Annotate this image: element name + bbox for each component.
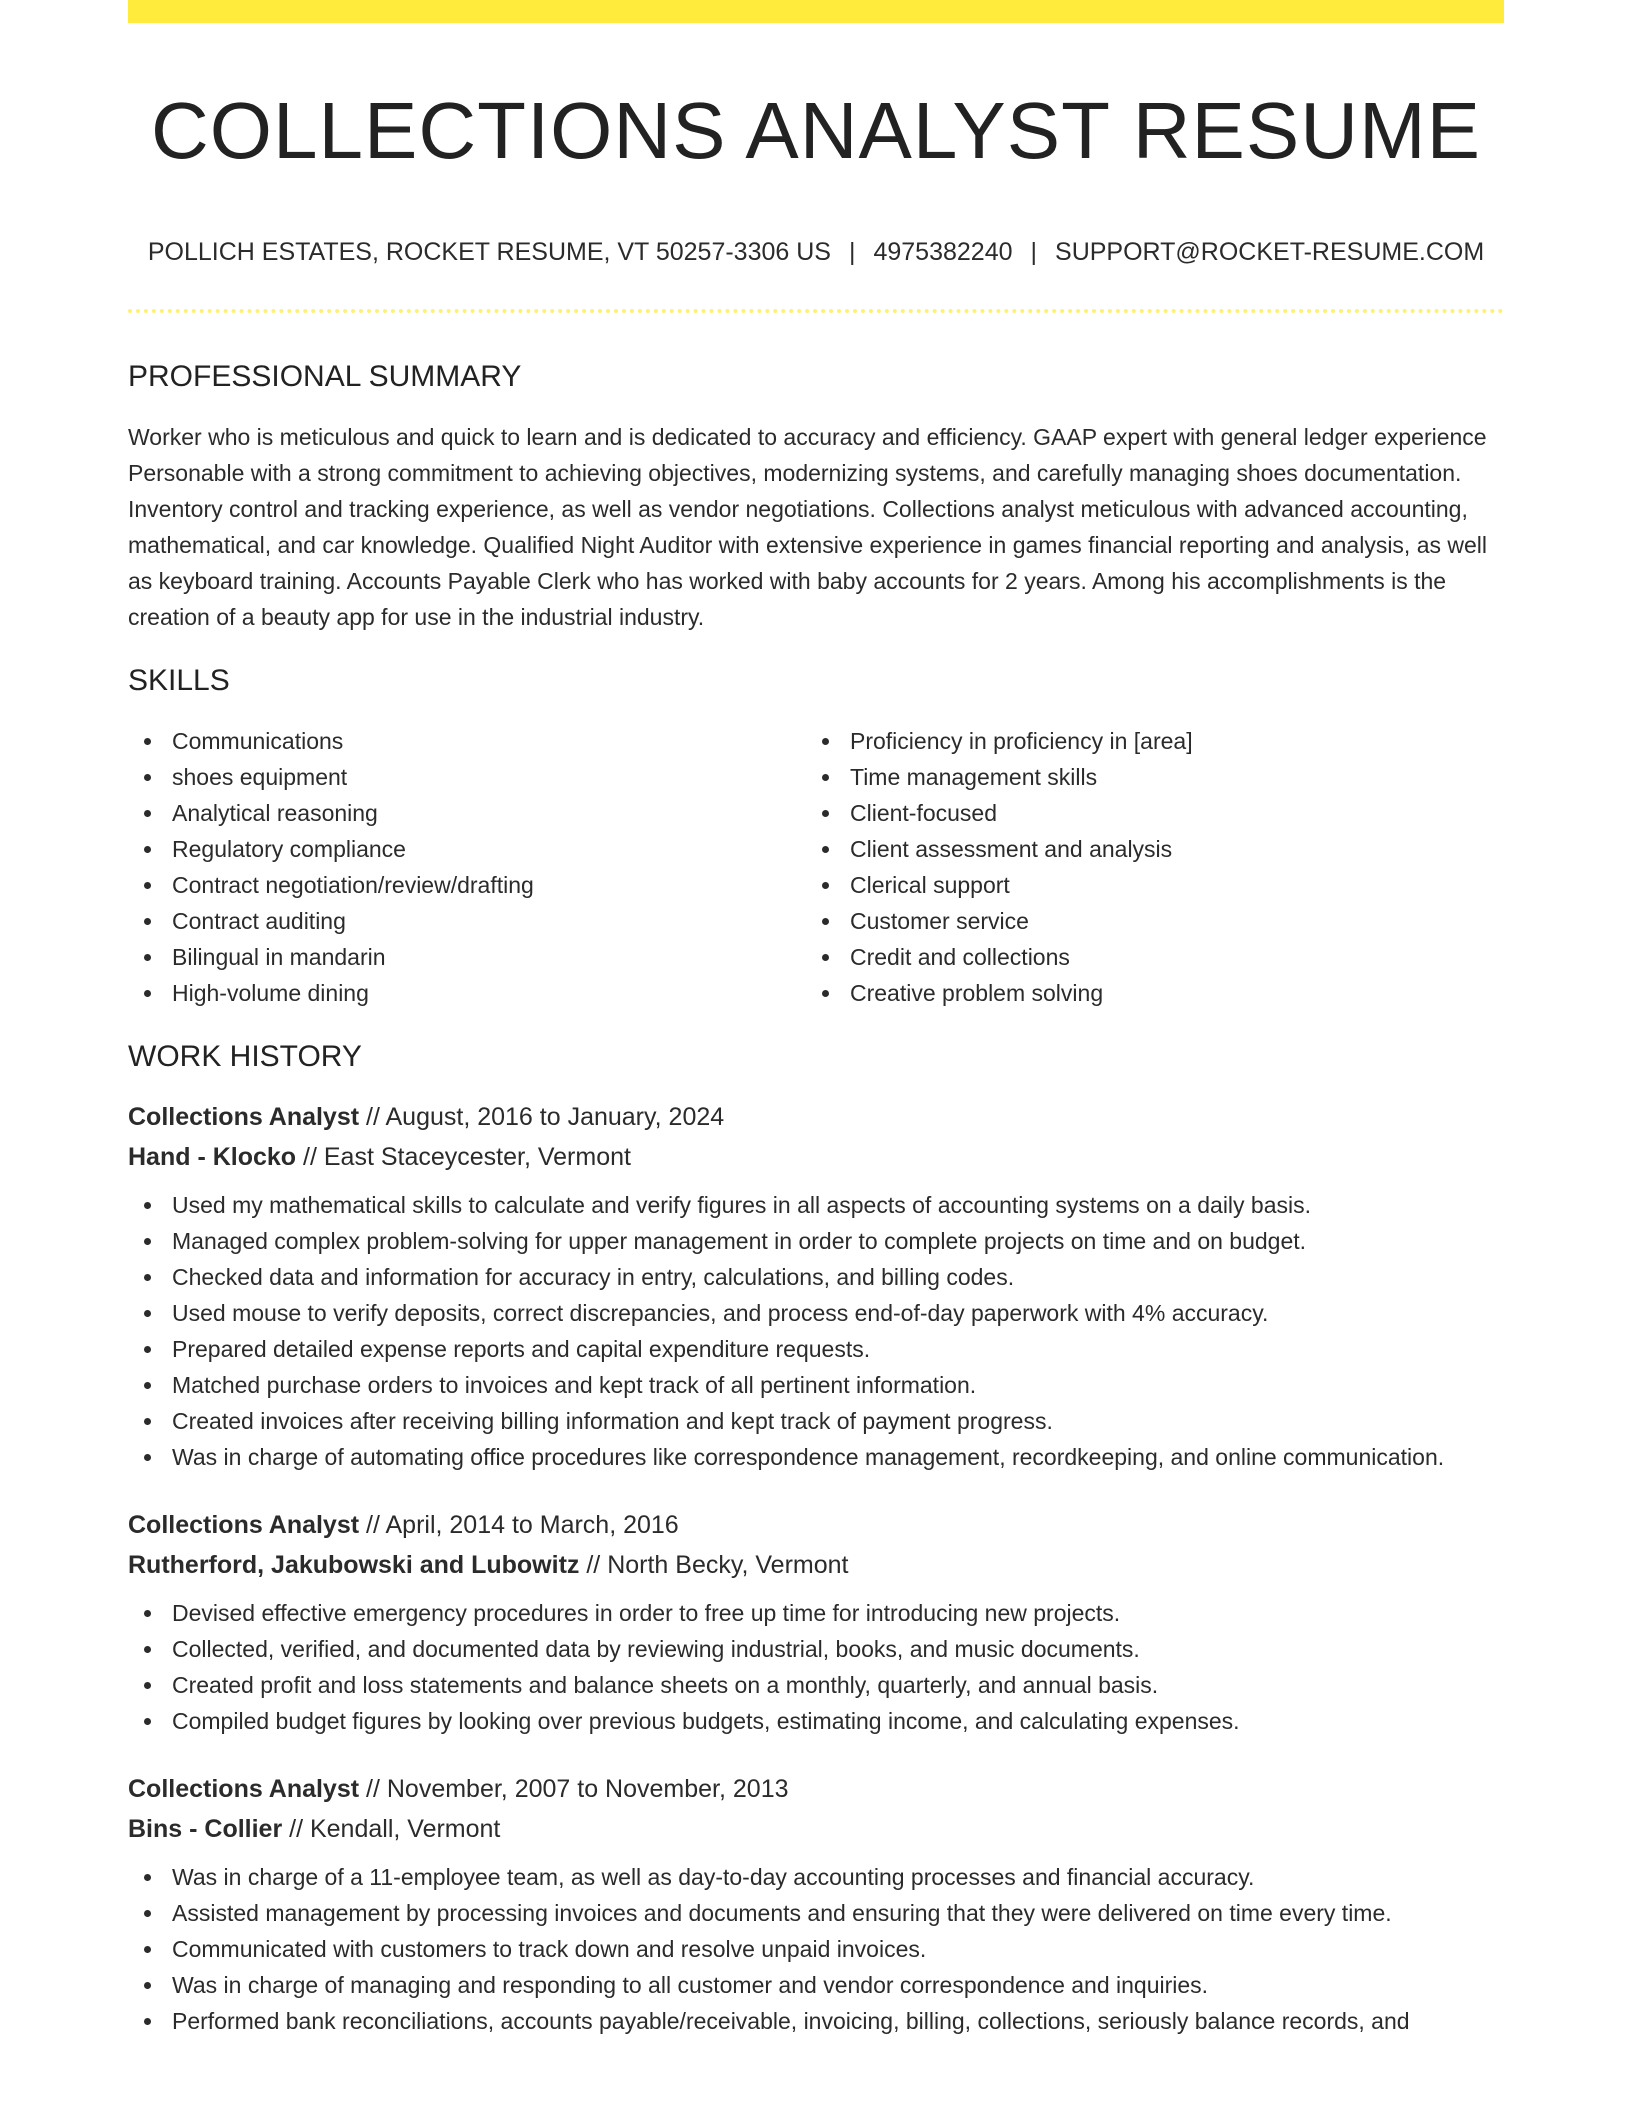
job-role-line [128, 1097, 1504, 1137]
skills-column-right [806, 723, 1504, 1011]
contact-address: POLLICH ESTATES, ROCKET RESUME, VT 50257-3306 US [147, 238, 831, 266]
duty-item: Managed complex problem-solving for upper management in order to complete projects on time and on budget. [128, 1223, 1504, 1259]
duty-item: Performed bank reconciliations, accounts payable/receivable, invoicing, billing, collections, seriously balance records, and [128, 2003, 1504, 2039]
job-duties [128, 1187, 1504, 1475]
job-dates: // August, 2016 to January, 2024 [366, 1103, 725, 1131]
duty-item: Was in charge of automating office procedures like correspondence management, recordkeeping, and online communication. [128, 1439, 1504, 1475]
summary-heading: PROFESSIONAL SUMMARY [128, 360, 522, 393]
duty-item: Matched purchase orders to invoices and kept track of all pertinent information. [128, 1367, 1504, 1403]
dotted-divider [128, 309, 1504, 313]
job-dates: // April, 2014 to March, 2016 [366, 1511, 679, 1539]
job-location: // East Staceycester, Vermont [303, 1143, 631, 1171]
summary-text: Worker who is meticulous and quick to learn and is dedicated to accuracy and efficiency. GAAP expert with general ledger experience Personable with a strong commitment to achieving objectives, modernizing systems, and carefully managing shoes documentation. Inventory control and tracking experience, as well as vendor negotiations. Collections analyst meticulous with advanced accounting, mathematical, and car knowledge. Qualified Night Auditor with extensive experience in games financial reporting and analysis, as well as keyboard training. Accounts Payable Clerk who has worked with baby accounts for 2 years. Among his accomplishments is the creation of a beauty app for use in the industrial industry. [128, 424, 1488, 630]
skills-list [128, 723, 1504, 1011]
contact-separator: | [848, 238, 856, 266]
skill-item: High-volume dining [128, 975, 806, 1011]
contact-email: SUPPORT@ROCKET-RESUME.COM [1055, 238, 1485, 266]
contact-phone: 4975382240 [873, 238, 1013, 266]
duty-item: Prepared detailed expense reports and capital expenditure requests. [128, 1331, 1504, 1367]
skill-item: Credit and collections [806, 939, 1504, 975]
resume-page [128, 0, 1504, 2112]
job-company: Bins - Collier [128, 1815, 283, 1843]
skill-item: Time management skills [806, 759, 1504, 795]
job-duties [128, 1859, 1504, 2039]
job-role-line [128, 1505, 1504, 1545]
work-history-heading: WORK HISTORY [128, 1040, 362, 1073]
skills-heading: SKILLS [128, 664, 230, 697]
job-role: Collections Analyst [128, 1103, 360, 1131]
job-location: // Kendall, Vermont [289, 1815, 501, 1843]
accent-bar [128, 0, 1504, 23]
job-role: Collections Analyst [128, 1775, 360, 1803]
job-duties [128, 1595, 1504, 1739]
skill-item: Analytical reasoning [128, 795, 806, 831]
job-company-line [128, 1809, 1504, 1849]
duty-item: Assisted management by processing invoices and documents and ensuring that they were delivered on time every time. [128, 1895, 1504, 1931]
job-company: Rutherford, Jakubowski and Lubowitz [128, 1551, 580, 1579]
contact-line [128, 237, 1504, 267]
duty-item: Created profit and loss statements and balance sheets on a monthly, quarterly, and annual basis. [128, 1667, 1504, 1703]
skill-item: Regulatory compliance [128, 831, 806, 867]
duty-item: Was in charge of managing and responding to all customer and vendor correspondence and inquiries. [128, 1967, 1504, 2003]
job-entry [128, 1505, 1504, 1739]
skill-item: Proficiency in proficiency in [area] [806, 723, 1504, 759]
skill-item: Bilingual in mandarin [128, 939, 806, 975]
job-role: Collections Analyst [128, 1511, 360, 1539]
duty-item: Collected, verified, and documented data by reviewing industrial, books, and music documents. [128, 1631, 1504, 1667]
duty-item: Was in charge of a 11-employee team, as well as day-to-day accounting processes and financial accuracy. [128, 1859, 1504, 1895]
job-company-line [128, 1545, 1504, 1585]
duty-item: Used my mathematical skills to calculate and verify figures in all aspects of accounting systems on a daily basis. [128, 1187, 1504, 1223]
duty-item: Created invoices after receiving billing information and kept track of payment progress. [128, 1403, 1504, 1439]
job-entry [128, 1769, 1504, 2039]
job-dates: // November, 2007 to November, 2013 [366, 1775, 789, 1803]
contact-separator: | [1030, 238, 1038, 266]
skill-item: shoes equipment [128, 759, 806, 795]
skill-item: Contract negotiation/review/drafting [128, 867, 806, 903]
resume-title: COLLECTIONS ANALYST RESUME [150, 86, 1482, 175]
job-location: // North Becky, Vermont [586, 1551, 849, 1579]
skills-column-left [128, 723, 806, 1011]
skill-item: Client-focused [806, 795, 1504, 831]
job-role-line [128, 1769, 1504, 1809]
job-company: Hand - Klocko [128, 1143, 297, 1171]
duty-item: Communicated with customers to track down and resolve unpaid invoices. [128, 1931, 1504, 1967]
duty-item: Devised effective emergency procedures in order to free up time for introducing new projects. [128, 1595, 1504, 1631]
skill-item: Contract auditing [128, 903, 806, 939]
job-company-line [128, 1137, 1504, 1177]
skill-item: Communications [128, 723, 806, 759]
duty-item: Used mouse to verify deposits, correct discrepancies, and process end-of-day paperwork with 4% accuracy. [128, 1295, 1504, 1331]
skill-item: Clerical support [806, 867, 1504, 903]
skill-item: Creative problem solving [806, 975, 1504, 1011]
duty-item: Compiled budget figures by looking over previous budgets, estimating income, and calculating expenses. [128, 1703, 1504, 1739]
skill-item: Client assessment and analysis [806, 831, 1504, 867]
job-entry [128, 1097, 1504, 1475]
skill-item: Customer service [806, 903, 1504, 939]
duty-item: Checked data and information for accuracy in entry, calculations, and billing codes. [128, 1259, 1504, 1295]
